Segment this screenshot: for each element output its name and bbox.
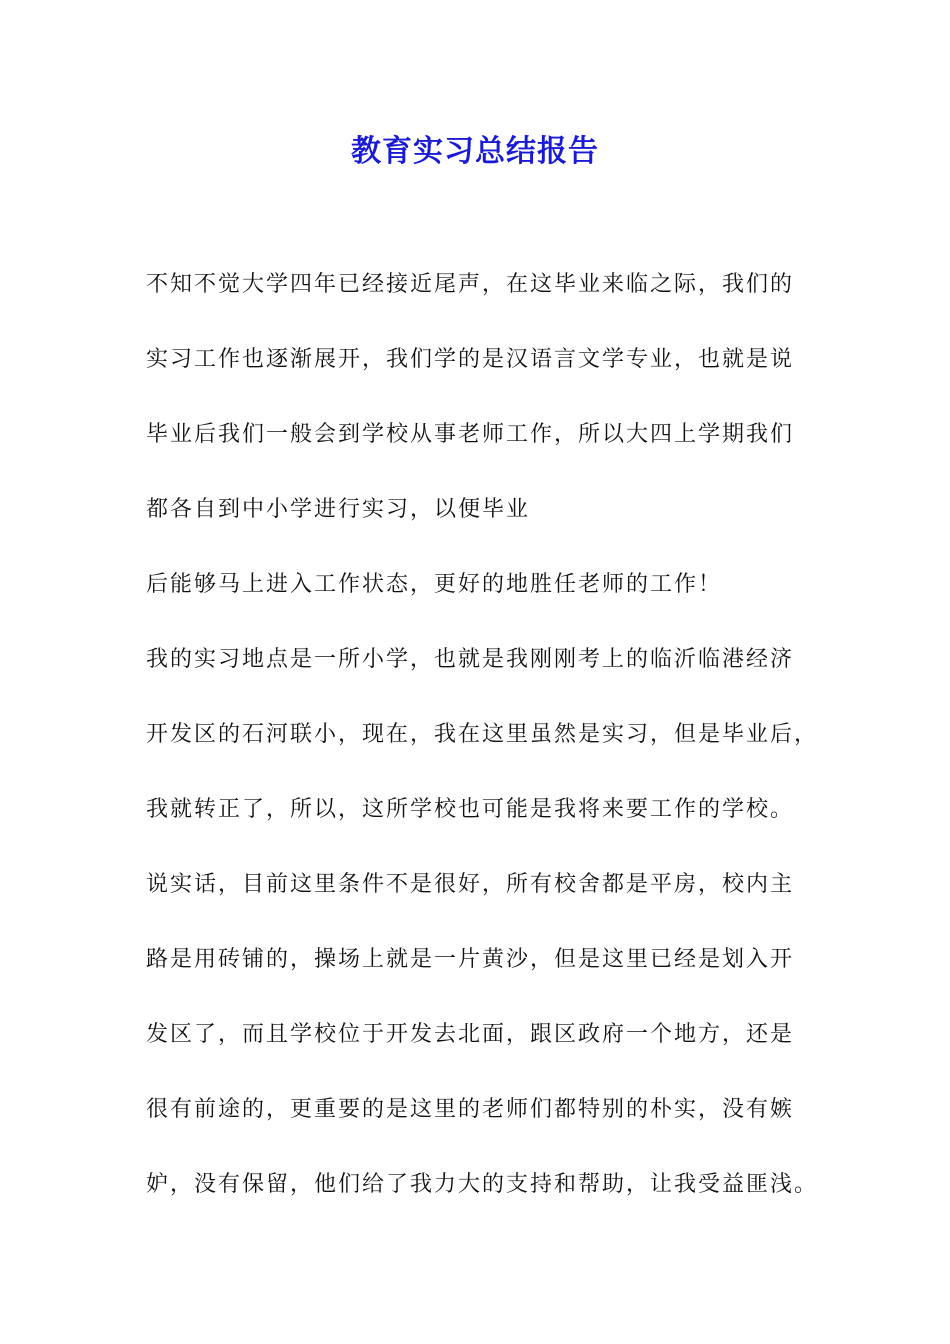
paragraph-line: 毕业后我们一般会到学校从事老师工作，所以大四上学期我们 (146, 422, 795, 447)
paragraph-line: 说实话，目前这里条件不是很好，所有校舍都是平房，校内主 (146, 872, 795, 897)
paragraph-line: 都各自到中小学进行实习，以便毕业 (146, 497, 531, 522)
paragraph-line: 妒，没有保留，他们给了我力大的支持和帮助，让我受益匪浅。 (146, 1172, 819, 1197)
paragraph-line: 我就转正了，所以，这所学校也可能是我将来要工作的学校。 (146, 797, 795, 822)
paragraph-line: 我的实习地点是一所小学，也就是我刚刚考上的临沂临港经济 (146, 647, 795, 672)
paragraph-line: 很有前途的，更重要的是这里的老师们都特别的朴实，没有嫉 (146, 1097, 795, 1122)
paragraph-line: 路是用砖铺的，操场上就是一片黄沙，但是这里已经是划入开 (146, 947, 795, 972)
paragraph-line: 不知不觉大学四年已经接近尾声，在这毕业来临之际，我们的 (146, 272, 795, 297)
paragraph-line: 后能够马上进入工作状态，更好的地胜任老师的工作！ (146, 572, 723, 597)
document-body (146, 266, 836, 1241)
document-title: 教育实习总结报告 (351, 134, 599, 169)
paragraph-line: 开发区的石河联小，现在，我在这里虽然是实习，但是毕业后， (146, 722, 819, 747)
paragraph-line: 实习工作也逐渐展开，我们学的是汉语言文学专业，也就是说 (146, 347, 795, 372)
paragraph-line: 发区了，而且学校位于开发去北面，跟区政府一个地方，还是 (146, 1022, 795, 1047)
